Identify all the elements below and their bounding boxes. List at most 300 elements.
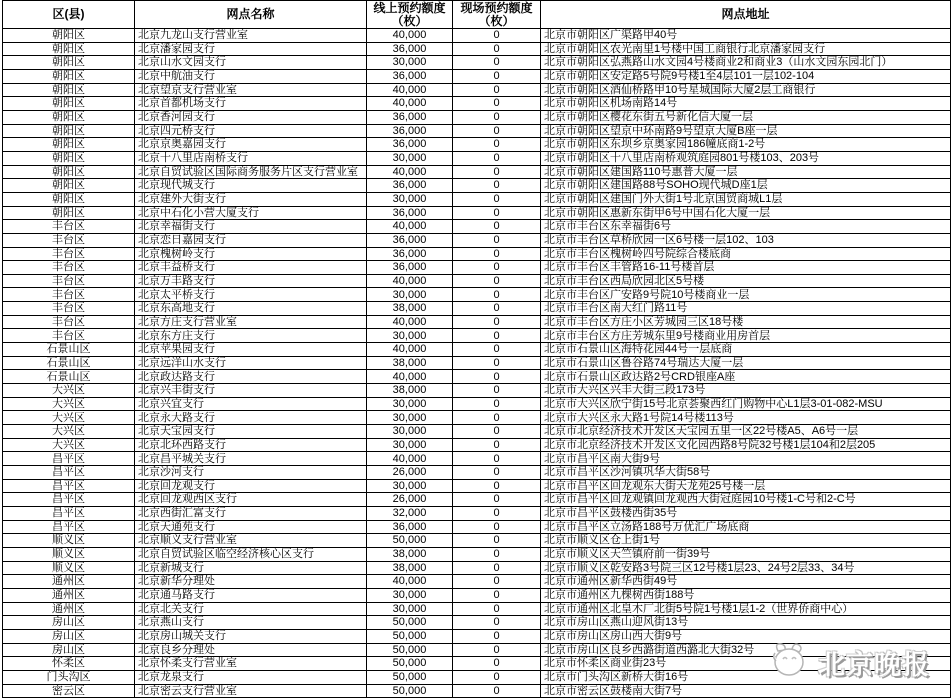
cell-onsite-quota: 0 bbox=[453, 616, 541, 630]
cell-address: 北京市朝阳区望京中环南路9号望京大厦B座一层 bbox=[541, 124, 951, 138]
header-district: 区(县) bbox=[3, 1, 135, 29]
cell-branch-name: 北京燕山支行 bbox=[135, 616, 367, 630]
cell-address: 北京市北京经济技术开发区文化园西路8号院32号楼1层104和2层205 bbox=[541, 438, 951, 452]
cell-address: 北京市丰台区草桥欣园一区6号楼一层102、103 bbox=[541, 233, 951, 247]
cell-onsite-quota: 0 bbox=[453, 493, 541, 507]
cell-online-quota: 30,000 bbox=[367, 192, 453, 206]
cell-online-quota: 30,000 bbox=[367, 602, 453, 616]
cell-onsite-quota: 0 bbox=[453, 110, 541, 124]
cell-onsite-quota: 0 bbox=[453, 643, 541, 657]
table-row bbox=[3, 165, 951, 179]
cell-address: 北京市门头沟区新桥大街16号 bbox=[541, 670, 951, 684]
table-row bbox=[3, 520, 951, 534]
cell-district: 石景山区 bbox=[3, 370, 135, 384]
cell-onsite-quota: 0 bbox=[453, 29, 541, 43]
cell-branch-name: 北京顺义支行营业室 bbox=[135, 534, 367, 548]
cell-address: 北京市朝阳区农光南里1号楼中国工商银行北京潘家园支行 bbox=[541, 42, 951, 56]
cell-address: 北京市石景山区政达路2号CRD银座A座 bbox=[541, 370, 951, 384]
cell-onsite-quota: 0 bbox=[453, 452, 541, 466]
cell-online-quota: 36,000 bbox=[367, 42, 453, 56]
table-body bbox=[3, 29, 951, 698]
cell-district: 朝阳区 bbox=[3, 83, 135, 97]
cell-branch-name: 北京恋日嘉园支行 bbox=[135, 233, 367, 247]
cell-branch-name: 北京现代城支行 bbox=[135, 179, 367, 193]
cell-district: 房山区 bbox=[3, 643, 135, 657]
table-row bbox=[3, 110, 951, 124]
table-row bbox=[3, 466, 951, 480]
cell-onsite-quota: 0 bbox=[453, 83, 541, 97]
cell-online-quota: 40,000 bbox=[367, 370, 453, 384]
table-row bbox=[3, 643, 951, 657]
cell-district: 丰台区 bbox=[3, 247, 135, 261]
header-online-quota bbox=[367, 1, 453, 29]
cell-district: 朝阳区 bbox=[3, 42, 135, 56]
cell-branch-name: 北京新华分理处 bbox=[135, 575, 367, 589]
cell-online-quota: 40,000 bbox=[367, 315, 453, 329]
cell-address: 北京市朝阳区建国路88号SOHO现代城D座1层 bbox=[541, 179, 951, 193]
cell-district: 朝阳区 bbox=[3, 165, 135, 179]
cell-onsite-quota: 0 bbox=[453, 42, 541, 56]
cell-address: 北京市大兴区永大路1号院14号楼113号 bbox=[541, 411, 951, 425]
cell-onsite-quota: 0 bbox=[453, 192, 541, 206]
cell-branch-name: 北京京奥嘉园支行 bbox=[135, 138, 367, 152]
table-row bbox=[3, 438, 951, 452]
cell-online-quota: 50,000 bbox=[367, 643, 453, 657]
cell-address: 北京市朝阳区樱花东街五号新化信大厦一层 bbox=[541, 110, 951, 124]
cell-branch-name: 北京天通苑支行 bbox=[135, 520, 367, 534]
table-row bbox=[3, 602, 951, 616]
table-row bbox=[3, 575, 951, 589]
cell-branch-name: 北京槐树岭支行 bbox=[135, 247, 367, 261]
cell-address: 北京市朝阳区广渠路甲40号 bbox=[541, 29, 951, 43]
table-row bbox=[3, 493, 951, 507]
cell-address: 北京市丰台区南大红门路11号 bbox=[541, 302, 951, 316]
watermark-text: 北京晚报 bbox=[818, 649, 930, 680]
cell-onsite-quota: 0 bbox=[453, 466, 541, 480]
cell-onsite-quota: 0 bbox=[453, 56, 541, 70]
cell-online-quota: 38,000 bbox=[367, 561, 453, 575]
cell-online-quota: 40,000 bbox=[367, 575, 453, 589]
cell-online-quota: 36,000 bbox=[367, 138, 453, 152]
cell-address: 北京市丰台区丰管路16-11号楼首层 bbox=[541, 261, 951, 275]
table-row bbox=[3, 315, 951, 329]
cell-district: 通州区 bbox=[3, 588, 135, 602]
cell-onsite-quota: 0 bbox=[453, 69, 541, 83]
cell-branch-name: 北京密云支行营业室 bbox=[135, 684, 367, 698]
cell-online-quota: 30,000 bbox=[367, 411, 453, 425]
cell-online-quota: 36,000 bbox=[367, 261, 453, 275]
cell-branch-name: 北京苹果园支行 bbox=[135, 343, 367, 357]
table-row bbox=[3, 479, 951, 493]
cell-onsite-quota: 0 bbox=[453, 520, 541, 534]
cell-address: 北京市丰台区广安路9号院10号楼商业一层 bbox=[541, 288, 951, 302]
cell-online-quota: 40,000 bbox=[367, 83, 453, 97]
cell-online-quota: 30,000 bbox=[367, 329, 453, 343]
cell-onsite-quota: 0 bbox=[453, 657, 541, 671]
header-onsite-quota-line2: （枚） bbox=[478, 13, 515, 28]
cell-address: 北京市昌平区南大街9号 bbox=[541, 452, 951, 466]
cell-onsite-quota: 0 bbox=[453, 384, 541, 398]
cell-branch-name: 北京回龙观支行 bbox=[135, 479, 367, 493]
table-row bbox=[3, 506, 951, 520]
table-row bbox=[3, 288, 951, 302]
cell-branch-name: 北京远洋山水支行 bbox=[135, 356, 367, 370]
cell-address: 北京市顺义区乾安路3号院三区12号楼1层23、24号2层33、34号 bbox=[541, 561, 951, 575]
cell-branch-name: 北京兴丰街支行 bbox=[135, 384, 367, 398]
cell-address: 北京市丰台区方庄小区芳城园三区18号楼 bbox=[541, 315, 951, 329]
table-row bbox=[3, 206, 951, 220]
cell-address: 北京市通州区北皇木厂北街5号院1号楼1层1-2（世界侨商中心） bbox=[541, 602, 951, 616]
table-row bbox=[3, 397, 951, 411]
cell-district: 大兴区 bbox=[3, 397, 135, 411]
cell-branch-name: 北京自贸试验区国际商务服务片区支行营业室 bbox=[135, 165, 367, 179]
cell-onsite-quota: 0 bbox=[453, 506, 541, 520]
cell-onsite-quota: 0 bbox=[453, 370, 541, 384]
cell-online-quota: 30,000 bbox=[367, 438, 453, 452]
table-row bbox=[3, 588, 951, 602]
cell-branch-name: 北京望京支行营业室 bbox=[135, 83, 367, 97]
cell-onsite-quota: 0 bbox=[453, 356, 541, 370]
table-row bbox=[3, 616, 951, 630]
cell-district: 朝阳区 bbox=[3, 151, 135, 165]
cell-online-quota: 30,000 bbox=[367, 479, 453, 493]
cell-onsite-quota: 0 bbox=[453, 179, 541, 193]
cell-branch-name: 北京幸福街支行 bbox=[135, 220, 367, 234]
cell-district: 昌平区 bbox=[3, 466, 135, 480]
header-row bbox=[3, 1, 951, 29]
cell-branch-name: 北京丰益桥支行 bbox=[135, 261, 367, 275]
cell-branch-name: 北京怀柔支行营业室 bbox=[135, 657, 367, 671]
cell-address: 北京市密云区鼓楼南大街7号 bbox=[541, 684, 951, 698]
cell-online-quota: 50,000 bbox=[367, 657, 453, 671]
cell-onsite-quota: 0 bbox=[453, 124, 541, 138]
table-row bbox=[3, 151, 951, 165]
cell-online-quota: 50,000 bbox=[367, 684, 453, 698]
cell-onsite-quota: 0 bbox=[453, 274, 541, 288]
table-row bbox=[3, 179, 951, 193]
cell-address: 北京市朝阳区机场南路14号 bbox=[541, 97, 951, 111]
cell-address: 北京市朝阳区十八里店南桥观筑庭园801号楼103、203号 bbox=[541, 151, 951, 165]
cell-branch-name: 北京东高地支行 bbox=[135, 302, 367, 316]
table-row bbox=[3, 233, 951, 247]
header-address: 网点地址 bbox=[541, 1, 951, 29]
cell-online-quota: 40,000 bbox=[367, 165, 453, 179]
cell-branch-name: 北京中航油支行 bbox=[135, 69, 367, 83]
cell-district: 朝阳区 bbox=[3, 192, 135, 206]
cell-branch-name: 北京永大路支行 bbox=[135, 411, 367, 425]
cell-address: 北京市大兴区欣宁街15号北京荟聚西红门购物中心L1层3-01-082-MSU bbox=[541, 397, 951, 411]
cell-online-quota: 40,000 bbox=[367, 220, 453, 234]
cell-district: 丰台区 bbox=[3, 315, 135, 329]
cell-district: 昌平区 bbox=[3, 493, 135, 507]
table-row bbox=[3, 534, 951, 548]
cell-onsite-quota: 0 bbox=[453, 288, 541, 302]
table-row bbox=[3, 42, 951, 56]
table-row bbox=[3, 343, 951, 357]
cell-branch-name: 北京兴宜支行 bbox=[135, 397, 367, 411]
header-onsite-quota bbox=[453, 1, 541, 29]
table-row bbox=[3, 261, 951, 275]
cell-address: 北京市房山区燕山迎风街13号 bbox=[541, 616, 951, 630]
cell-online-quota: 50,000 bbox=[367, 670, 453, 684]
cell-branch-name: 北京昌平城关支行 bbox=[135, 452, 367, 466]
cell-district: 丰台区 bbox=[3, 233, 135, 247]
cell-branch-name: 北京香河园支行 bbox=[135, 110, 367, 124]
cell-district: 朝阳区 bbox=[3, 179, 135, 193]
table-row bbox=[3, 29, 951, 43]
cell-district: 丰台区 bbox=[3, 274, 135, 288]
cell-district: 通州区 bbox=[3, 602, 135, 616]
table-row bbox=[3, 356, 951, 370]
cell-address: 北京市昌平区回龙观东大街天龙苑25号楼一层 bbox=[541, 479, 951, 493]
cell-branch-name: 北京潘家园支行 bbox=[135, 42, 367, 56]
cell-onsite-quota: 0 bbox=[453, 411, 541, 425]
table-row bbox=[3, 192, 951, 206]
cell-address: 北京市石景山区海特花园44号一层底商 bbox=[541, 343, 951, 357]
cell-branch-name: 北京十八里店南桥支行 bbox=[135, 151, 367, 165]
cell-online-quota: 26,000 bbox=[367, 466, 453, 480]
cell-district: 朝阳区 bbox=[3, 56, 135, 70]
cell-branch-name: 北京新城支行 bbox=[135, 561, 367, 575]
cell-branch-name: 北京沙河支行 bbox=[135, 466, 367, 480]
cell-district: 朝阳区 bbox=[3, 110, 135, 124]
table-row bbox=[3, 684, 951, 698]
table-row bbox=[3, 452, 951, 466]
cell-online-quota: 50,000 bbox=[367, 616, 453, 630]
cell-address: 北京市朝阳区惠新东街甲6号中国石化大厦一层 bbox=[541, 206, 951, 220]
cell-online-quota: 36,000 bbox=[367, 247, 453, 261]
table-row bbox=[3, 138, 951, 152]
cell-onsite-quota: 0 bbox=[453, 151, 541, 165]
cell-district: 丰台区 bbox=[3, 288, 135, 302]
cell-district: 怀柔区 bbox=[3, 657, 135, 671]
table-row bbox=[3, 56, 951, 70]
cell-online-quota: 50,000 bbox=[367, 629, 453, 643]
cell-branch-name: 北京北关支行 bbox=[135, 602, 367, 616]
cell-district: 顺义区 bbox=[3, 547, 135, 561]
cell-address: 北京市昌平区沙河镇巩华大街58号 bbox=[541, 466, 951, 480]
cell-district: 房山区 bbox=[3, 616, 135, 630]
cell-onsite-quota: 0 bbox=[453, 302, 541, 316]
cell-online-quota: 40,000 bbox=[367, 97, 453, 111]
cell-branch-name: 北京龙泉支行 bbox=[135, 670, 367, 684]
table-row bbox=[3, 384, 951, 398]
cell-address: 北京市昌平区回龙观镇回龙观西大街冠庭园10号楼1-C号和2-C号 bbox=[541, 493, 951, 507]
cell-online-quota: 32,000 bbox=[367, 506, 453, 520]
cell-district: 昌平区 bbox=[3, 520, 135, 534]
cell-district: 门头沟区 bbox=[3, 670, 135, 684]
cell-branch-name: 北京北环西路支行 bbox=[135, 438, 367, 452]
cell-onsite-quota: 0 bbox=[453, 261, 541, 275]
cell-address: 北京市朝阳区弘燕路山水文园4号楼商业2和商业3（山水文园东园北门） bbox=[541, 56, 951, 70]
table-row bbox=[3, 561, 951, 575]
cell-district: 石景山区 bbox=[3, 343, 135, 357]
cell-onsite-quota: 0 bbox=[453, 165, 541, 179]
table-row bbox=[3, 220, 951, 234]
cell-branch-name: 北京山水文园支行 bbox=[135, 56, 367, 70]
cell-online-quota: 36,000 bbox=[367, 520, 453, 534]
cell-district: 朝阳区 bbox=[3, 206, 135, 220]
cell-district: 朝阳区 bbox=[3, 138, 135, 152]
cell-online-quota: 30,000 bbox=[367, 288, 453, 302]
table-row bbox=[3, 657, 951, 671]
cell-onsite-quota: 0 bbox=[453, 233, 541, 247]
table-row bbox=[3, 69, 951, 83]
table-row bbox=[3, 425, 951, 439]
cell-online-quota: 36,000 bbox=[367, 124, 453, 138]
cell-onsite-quota: 0 bbox=[453, 206, 541, 220]
cell-onsite-quota: 0 bbox=[453, 684, 541, 698]
cell-district: 朝阳区 bbox=[3, 29, 135, 43]
cell-onsite-quota: 0 bbox=[453, 397, 541, 411]
cell-address: 北京市昌平区立汤路188号万优汇广场底商 bbox=[541, 520, 951, 534]
cell-address: 北京市朝阳区安定路5号院9号楼1至4层101一层102-104 bbox=[541, 69, 951, 83]
table-row bbox=[3, 329, 951, 343]
cell-online-quota: 26,000 bbox=[367, 493, 453, 507]
cell-address: 北京市北京经济技术开发区天宝园五里一区22号楼A5、A6号一层 bbox=[541, 425, 951, 439]
table-row bbox=[3, 274, 951, 288]
table-row bbox=[3, 547, 951, 561]
cell-branch-name: 北京中石化小营大厦支行 bbox=[135, 206, 367, 220]
cell-district: 大兴区 bbox=[3, 411, 135, 425]
cell-address: 北京市房山区房山西大街9号 bbox=[541, 629, 951, 643]
cell-district: 丰台区 bbox=[3, 220, 135, 234]
cell-district: 丰台区 bbox=[3, 329, 135, 343]
table-row bbox=[3, 629, 951, 643]
cell-district: 顺义区 bbox=[3, 561, 135, 575]
cell-onsite-quota: 0 bbox=[453, 602, 541, 616]
table-row bbox=[3, 247, 951, 261]
header-branch-name: 网点名称 bbox=[135, 1, 367, 29]
cell-branch-name: 北京首都机场支行 bbox=[135, 97, 367, 111]
cell-address: 北京市通州区九棵树西街188号 bbox=[541, 588, 951, 602]
cell-address: 北京市丰台区方庄芳城东里9号楼商业用房首层 bbox=[541, 329, 951, 343]
cell-address: 北京市朝阳区建国门外大街1号北京国贸商城L1层 bbox=[541, 192, 951, 206]
cell-branch-name: 北京东方庄支行 bbox=[135, 329, 367, 343]
cell-address: 北京市丰台区东幸福街6号 bbox=[541, 220, 951, 234]
cell-district: 昌平区 bbox=[3, 506, 135, 520]
cell-address: 北京市朝阳区东坝乡京奥家园186幢底商1-2号 bbox=[541, 138, 951, 152]
cell-online-quota: 38,000 bbox=[367, 356, 453, 370]
cell-onsite-quota: 0 bbox=[453, 138, 541, 152]
cell-district: 大兴区 bbox=[3, 384, 135, 398]
cell-branch-name: 北京天宝园支行 bbox=[135, 425, 367, 439]
cell-onsite-quota: 0 bbox=[453, 547, 541, 561]
cell-online-quota: 36,000 bbox=[367, 206, 453, 220]
cell-onsite-quota: 0 bbox=[453, 575, 541, 589]
cell-district: 石景山区 bbox=[3, 356, 135, 370]
cell-branch-name: 北京房山城关支行 bbox=[135, 629, 367, 643]
cell-district: 丰台区 bbox=[3, 261, 135, 275]
cell-onsite-quota: 0 bbox=[453, 343, 541, 357]
cell-branch-name: 北京西街汇富支行 bbox=[135, 506, 367, 520]
cell-online-quota: 38,000 bbox=[367, 302, 453, 316]
table-header bbox=[3, 1, 951, 29]
cell-onsite-quota: 0 bbox=[453, 588, 541, 602]
cell-onsite-quota: 0 bbox=[453, 629, 541, 643]
cell-online-quota: 30,000 bbox=[367, 425, 453, 439]
cell-address: 北京市昌平区鼓楼西街35号 bbox=[541, 506, 951, 520]
cell-address: 北京市石景山区鲁谷路74号瑞达大厦一层 bbox=[541, 356, 951, 370]
cell-branch-name: 北京万丰路支行 bbox=[135, 274, 367, 288]
cell-district: 昌平区 bbox=[3, 479, 135, 493]
cell-online-quota: 30,000 bbox=[367, 151, 453, 165]
table-row bbox=[3, 411, 951, 425]
cell-online-quota: 30,000 bbox=[367, 56, 453, 70]
table-row bbox=[3, 670, 951, 684]
cell-online-quota: 38,000 bbox=[367, 384, 453, 398]
cell-district: 昌平区 bbox=[3, 452, 135, 466]
cell-address: 北京市朝阳区酒仙桥路甲10号星城国际大厦2层工商银行 bbox=[541, 83, 951, 97]
cell-branch-name: 北京政达路支行 bbox=[135, 370, 367, 384]
table-row bbox=[3, 124, 951, 138]
cell-branch-name: 北京通马路支行 bbox=[135, 588, 367, 602]
header-onsite-quota-line1: 现场预约额度 bbox=[460, 0, 533, 15]
cell-address: 北京市丰台区西局欣园北区5号楼 bbox=[541, 274, 951, 288]
cell-district: 房山区 bbox=[3, 629, 135, 643]
cell-online-quota: 36,000 bbox=[367, 179, 453, 193]
cell-branch-name: 北京回龙观西区支行 bbox=[135, 493, 367, 507]
cell-onsite-quota: 0 bbox=[453, 329, 541, 343]
cell-district: 顺义区 bbox=[3, 534, 135, 548]
header-online-quota-line2: （枚） bbox=[391, 13, 428, 28]
branch-quota-table bbox=[2, 0, 951, 698]
table-row bbox=[3, 83, 951, 97]
cell-onsite-quota: 0 bbox=[453, 561, 541, 575]
cell-branch-name: 北京九龙山支行营业室 bbox=[135, 29, 367, 43]
cell-district: 朝阳区 bbox=[3, 69, 135, 83]
cell-onsite-quota: 0 bbox=[453, 97, 541, 111]
cell-onsite-quota: 0 bbox=[453, 534, 541, 548]
cell-address: 北京市朝阳区建国路110号惠普大厦一层 bbox=[541, 165, 951, 179]
cell-online-quota: 36,000 bbox=[367, 110, 453, 124]
cell-district: 大兴区 bbox=[3, 425, 135, 439]
cell-online-quota: 30,000 bbox=[367, 397, 453, 411]
cell-online-quota: 30,000 bbox=[367, 588, 453, 602]
cell-district: 朝阳区 bbox=[3, 124, 135, 138]
table-row bbox=[3, 302, 951, 316]
cell-branch-name: 北京方庄支行营业室 bbox=[135, 315, 367, 329]
cell-branch-name: 北京四元桥支行 bbox=[135, 124, 367, 138]
cell-online-quota: 36,000 bbox=[367, 69, 453, 83]
cell-district: 密云区 bbox=[3, 684, 135, 698]
cell-onsite-quota: 0 bbox=[453, 479, 541, 493]
cell-onsite-quota: 0 bbox=[453, 670, 541, 684]
cell-online-quota: 36,000 bbox=[367, 233, 453, 247]
cell-address: 北京市顺义区天竺镇府前一街39号 bbox=[541, 547, 951, 561]
header-online-quota-line1: 线上预约额度 bbox=[373, 0, 446, 15]
table-row bbox=[3, 97, 951, 111]
cell-district: 丰台区 bbox=[3, 302, 135, 316]
cell-online-quota: 40,000 bbox=[367, 274, 453, 288]
cell-address: 北京市大兴区兴丰大街三段173号 bbox=[541, 384, 951, 398]
cell-address: 北京市通州区新华西街49号 bbox=[541, 575, 951, 589]
cell-onsite-quota: 0 bbox=[453, 315, 541, 329]
cell-online-quota: 40,000 bbox=[367, 29, 453, 43]
cell-address: 北京市房山区良乡西潞街道西潞北大街32号 bbox=[541, 643, 951, 657]
cell-branch-name: 北京良乡分理处 bbox=[135, 643, 367, 657]
cell-branch-name: 北京太平桥支行 bbox=[135, 288, 367, 302]
cell-address: 北京市顺义区仓上街1号 bbox=[541, 534, 951, 548]
cell-onsite-quota: 0 bbox=[453, 425, 541, 439]
cell-branch-name: 北京自贸试验区临空经济核心区支行 bbox=[135, 547, 367, 561]
cell-district: 大兴区 bbox=[3, 438, 135, 452]
cell-address: 北京市怀柔区商业街23号 bbox=[541, 657, 951, 671]
cell-district: 朝阳区 bbox=[3, 97, 135, 111]
cell-onsite-quota: 0 bbox=[453, 220, 541, 234]
cell-address: 北京市丰台区槐树岭四号院综合楼底商 bbox=[541, 247, 951, 261]
cell-online-quota: 40,000 bbox=[367, 452, 453, 466]
